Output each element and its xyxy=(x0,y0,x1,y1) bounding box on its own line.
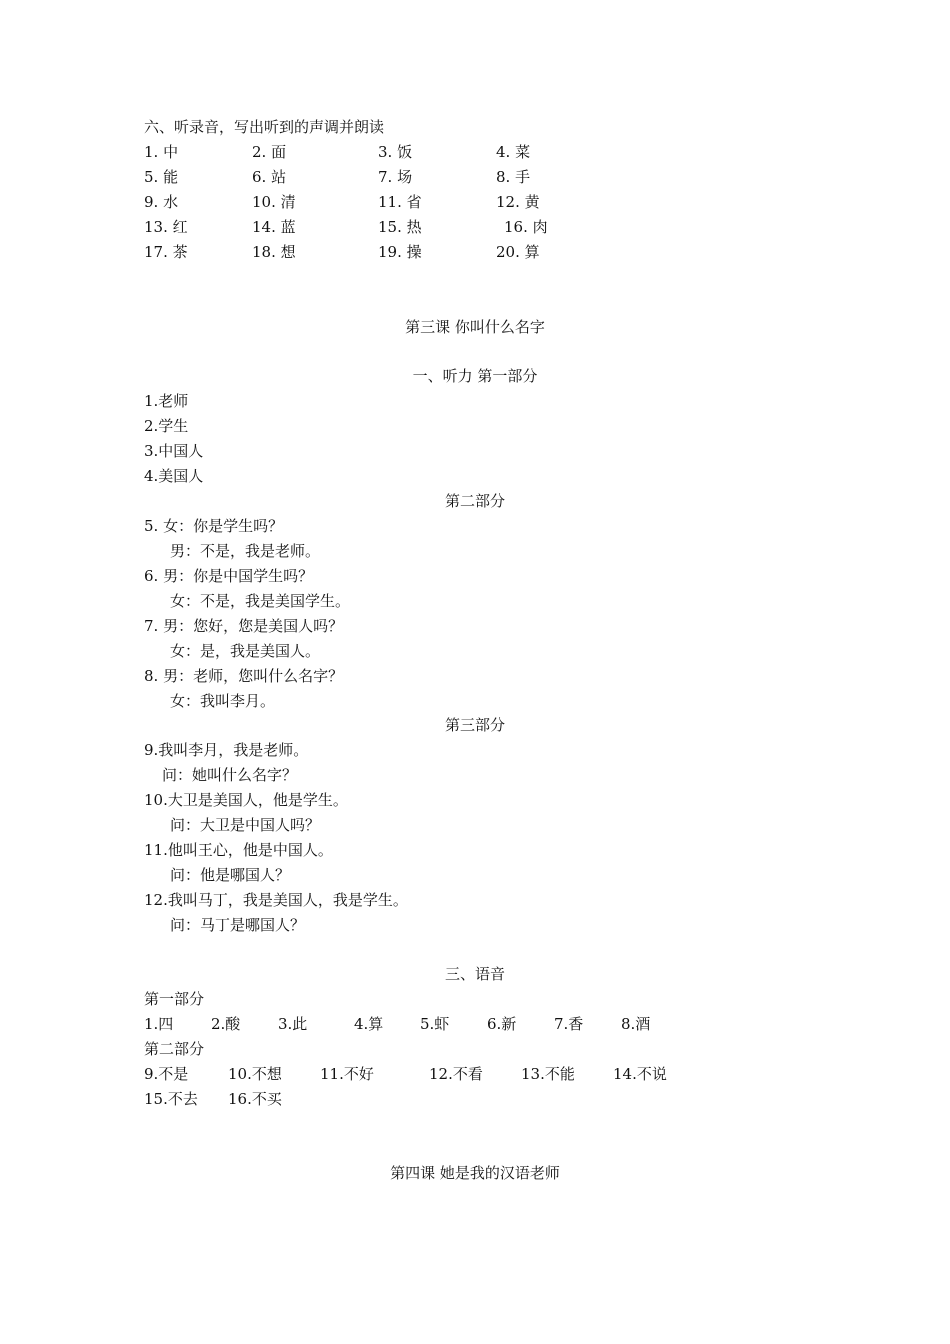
tone-item: 16. 肉 xyxy=(504,218,548,236)
phonetics-item: 5.虾 xyxy=(420,1015,450,1033)
tone-item: 9. 水 xyxy=(144,193,179,211)
tone-item: 7. 场 xyxy=(378,168,413,186)
statement-line: 11.他叫王心，他是中国人。 xyxy=(144,841,333,859)
section6-heading: 六、听录音，写出听到的声调并朗读 xyxy=(144,118,385,136)
tone-item: 3. 饭 xyxy=(378,143,413,161)
tone-item: 10. 清 xyxy=(252,193,296,211)
phonetics-item: 15.不去 xyxy=(144,1090,198,1108)
list-item: 1.老师 xyxy=(144,392,189,410)
tone-item: 11. 省 xyxy=(378,193,422,211)
dialogue-reply: 女：我叫李月。 xyxy=(170,692,276,710)
statement-line: 9.我叫李月，我是老师。 xyxy=(144,741,309,759)
tone-item: 5. 能 xyxy=(144,168,179,186)
phonetics-item: 6.新 xyxy=(487,1015,517,1033)
dialogue-reply: 女：不是，我是美国学生。 xyxy=(170,592,351,610)
question-line: 问：马丁是哪国人？ xyxy=(170,916,306,934)
phonetics-part2-label: 第二部分 xyxy=(144,1040,205,1058)
tone-item: 8. 手 xyxy=(496,168,531,186)
dialogue-line: 5. 女：你是学生吗？ xyxy=(144,517,284,535)
list-item: 2.学生 xyxy=(144,417,189,435)
tone-item: 13. 红 xyxy=(144,218,188,236)
phonetics-item: 4.算 xyxy=(354,1015,384,1033)
tone-item: 17. 茶 xyxy=(144,243,188,261)
listening-heading: 一、听力 第一部分 xyxy=(412,367,538,385)
phonetics-item: 1.四 xyxy=(144,1015,174,1033)
tone-item: 15. 热 xyxy=(378,218,422,236)
part3-heading: 第三部分 xyxy=(444,716,505,734)
question-line: 问：他是哪国人？ xyxy=(170,866,291,884)
phonetics-item: 10.不想 xyxy=(228,1065,282,1083)
tone-item: 4. 菜 xyxy=(496,143,531,161)
tone-item: 2. 面 xyxy=(252,143,287,161)
statement-line: 10.大卫是美国人，他是学生。 xyxy=(144,791,348,809)
tone-item: 12. 黄 xyxy=(496,193,540,211)
phonetics-item: 14.不说 xyxy=(613,1065,667,1083)
tone-item: 18. 想 xyxy=(252,243,296,261)
phonetics-heading: 三、语音 xyxy=(444,965,505,983)
phonetics-part1-label: 第一部分 xyxy=(144,990,205,1008)
statement-line: 12.我叫马丁，我是美国人，我是学生。 xyxy=(144,891,408,909)
tone-item: 6. 站 xyxy=(252,168,287,186)
part2-heading: 第二部分 xyxy=(444,492,505,510)
phonetics-item: 13.不能 xyxy=(521,1065,575,1083)
tone-item: 1. 中 xyxy=(144,143,179,161)
phonetics-item: 7.香 xyxy=(554,1015,584,1033)
phonetics-item: 2.酸 xyxy=(211,1015,241,1033)
phonetics-item: 3.此 xyxy=(278,1015,308,1033)
phonetics-item: 8.酒 xyxy=(621,1015,651,1033)
dialogue-line: 6. 男：你是中国学生吗？ xyxy=(144,567,314,585)
question-line: 问：她叫什么名字？ xyxy=(162,766,298,784)
phonetics-item: 11.不好 xyxy=(320,1065,374,1083)
dialogue-line: 8. 男：老师，您叫什么名字？ xyxy=(144,667,344,685)
list-item: 4.美国人 xyxy=(144,467,204,485)
phonetics-item: 9.不是 xyxy=(144,1065,189,1083)
phonetics-item: 12.不看 xyxy=(429,1065,483,1083)
dialogue-reply: 男：不是，我是老师。 xyxy=(170,542,321,560)
tone-item: 19. 操 xyxy=(378,243,422,261)
lesson3-title: 第三课 你叫什么名字 xyxy=(405,318,545,336)
dialogue-reply: 女：是，我是美国人。 xyxy=(170,642,321,660)
tone-item: 14. 蓝 xyxy=(252,218,296,236)
question-line: 问：大卫是中国人吗？ xyxy=(170,816,321,834)
phonetics-item: 16.不买 xyxy=(228,1090,282,1108)
dialogue-line: 7. 男：您好，您是美国人吗？ xyxy=(144,617,344,635)
lesson4-title: 第四课 她是我的汉语老师 xyxy=(390,1164,560,1182)
list-item: 3.中国人 xyxy=(144,442,204,460)
tone-item: 20. 算 xyxy=(496,243,540,261)
